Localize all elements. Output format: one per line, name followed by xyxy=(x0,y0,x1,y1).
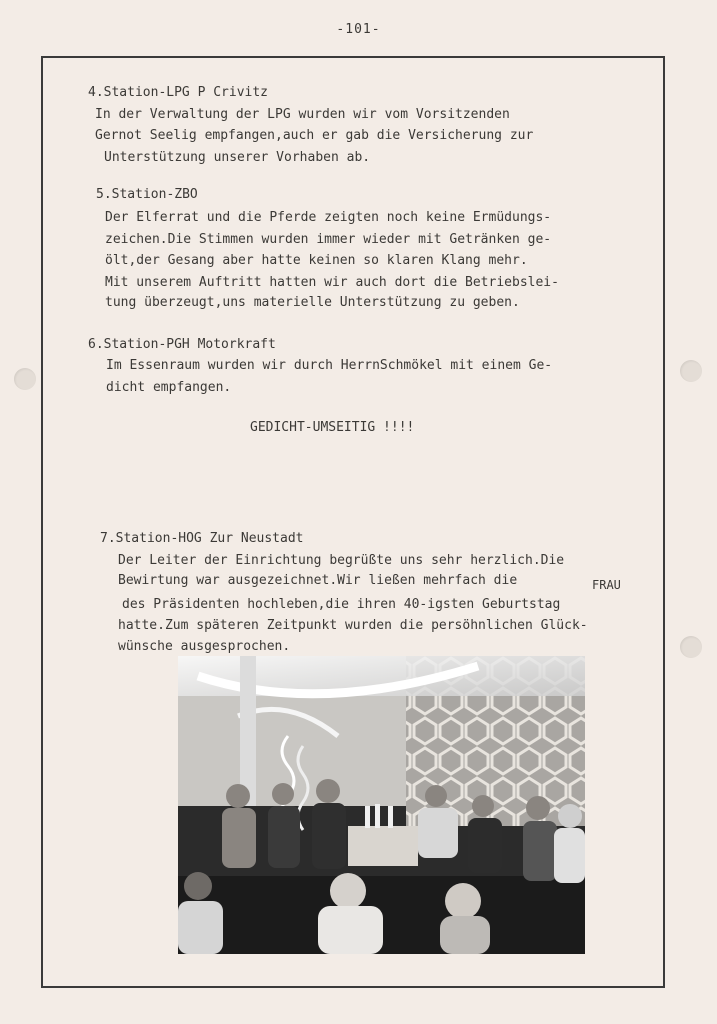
section-7-heading: 7.Station-HOG Zur Neustadt xyxy=(100,531,304,546)
section-5-line-5: tung überzeugt,uns materielle Unterstützung zu geben. xyxy=(105,295,520,310)
section-7-line-3: des Präsidenten hochleben,die ihren 40-igsten Geburtstag xyxy=(122,597,561,612)
section-5-line-1: Der Elferrat und die Pferde zeigten noch keine Ermüdungs- xyxy=(105,210,552,225)
inserted-word-frau: FRAU xyxy=(592,578,621,592)
gedicht-note: GEDICHT-UMSEITIG !!!! xyxy=(250,420,415,435)
section-7-line-1: Der Leiter der Einrichtung begrüßte uns sehr herzlich.Die xyxy=(118,553,565,568)
section-6-heading: 6.Station-PGH Motorkraft xyxy=(88,337,276,352)
section-6-line-1: Im Essenraum wurden wir durch HerrnSchmökel mit einem Ge- xyxy=(106,358,553,373)
section-7-line-5: wünsche ausgesprochen. xyxy=(118,639,291,654)
section-6-line-2: dicht empfangen. xyxy=(106,380,232,395)
section-4-line-1: In der Verwaltung der LPG wurden wir vom Vorsitzenden xyxy=(95,107,510,122)
section-5-line-2: zeichen.Die Stimmen wurden immer wieder mit Getränken ge- xyxy=(105,232,552,247)
party-photo xyxy=(178,656,585,954)
section-4-line-2: Gernot Seelig empfangen,auch er gab die Versicherung zur xyxy=(95,128,534,143)
section-4-line-3: Unterstützung unserer Vorhaben ab. xyxy=(104,150,371,165)
section-7-line-4: hatte.Zum späteren Zeitpunkt wurden die persöhnlichen Glück- xyxy=(118,618,588,633)
section-4-heading: 4.Station-LPG P Crivitz xyxy=(88,85,269,100)
section-5-line-4: Mit unserem Auftritt hatten wir auch dort die Betriebslei- xyxy=(105,275,559,290)
section-5-heading: 5.Station-ZBO xyxy=(96,187,198,202)
punch-hole-right-lower xyxy=(680,636,702,658)
page-number: -101- xyxy=(336,22,381,37)
section-5-line-3: ölt,der Gesang aber hatte keinen so klaren Klang mehr. xyxy=(105,253,528,268)
punch-hole-left xyxy=(14,368,36,390)
punch-hole-right xyxy=(680,360,702,382)
party-photo-image xyxy=(178,656,585,954)
section-7-line-2: Bewirtung war ausgezeichnet.Wir ließen mehrfach die xyxy=(118,573,518,588)
